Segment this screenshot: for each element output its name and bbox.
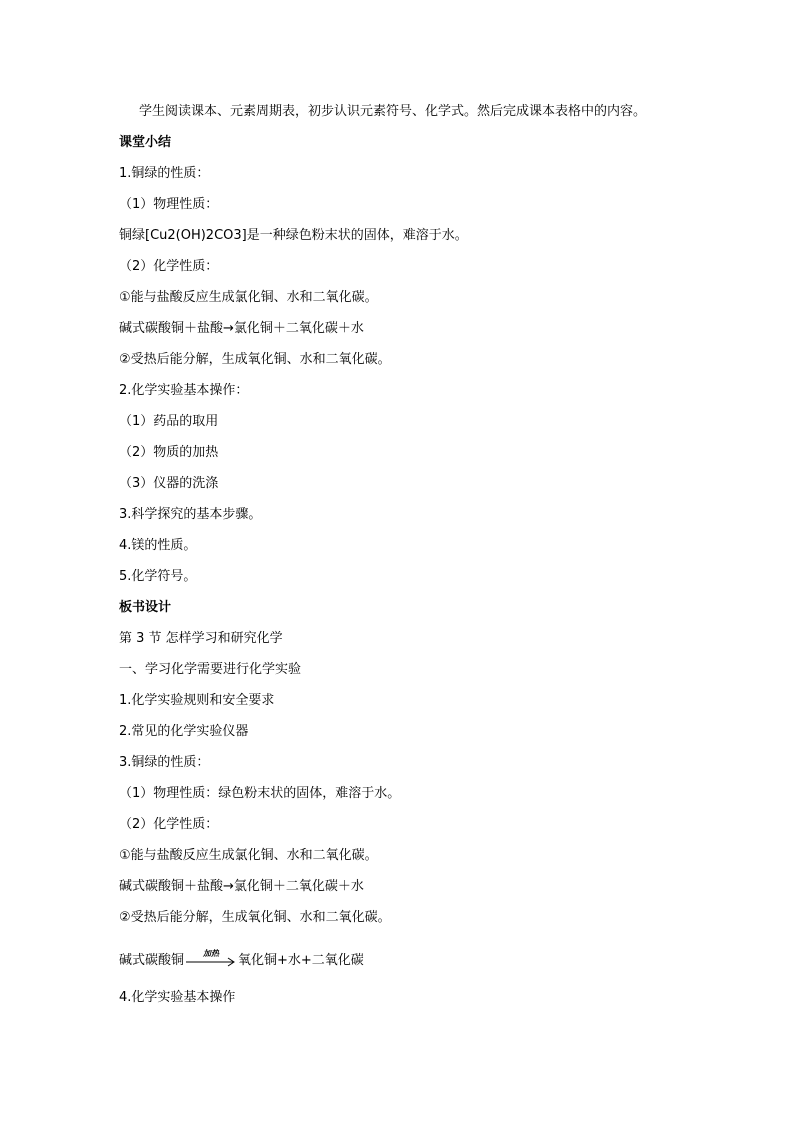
board-item-1: 1.化学实验规则和安全要求 <box>119 693 275 708</box>
board-chemical-2: ②受热后能分解，生成氧化铜、水和二氧化碳。 <box>119 910 391 925</box>
physical-property-desc: 铜绿[Cu2(OH)2CO3]是一种绿色粉末状的固体，难溶于水。 <box>119 228 468 243</box>
physical-property-label: （1）物理性质： <box>119 197 219 212</box>
heating-condition: 加热 <box>203 949 220 958</box>
chemical-property-2: ②受热后能分解，生成氧化铜、水和二氧化碳。 <box>119 352 391 367</box>
board-item-2: 2.常见的化学实验仪器 <box>119 724 249 739</box>
chemical-property-label: （2）化学性质： <box>119 259 219 274</box>
board-chemical-1: ①能与盐酸反应生成氯化铜、水和二氧化碳。 <box>119 848 378 863</box>
summary-item-1: 1.铜绿的性质： <box>119 166 210 181</box>
equation-reactant: 碱式碳酸铜 <box>119 953 185 968</box>
summary-item-2: 2.化学实验基本操作： <box>119 383 249 398</box>
board-equation-1: 碱式碳酸铜＋盐酸→氯化铜＋二氧化碳＋水 <box>119 879 364 894</box>
board-item-3: 3.铜绿的性质： <box>119 755 210 770</box>
summary-item-5: 5.化学符号。 <box>119 569 197 584</box>
chemical-property-1: ①能与盐酸反应生成氯化铜、水和二氧化碳。 <box>119 290 378 305</box>
board-section-title: 第 3 节 怎样学习和研究化学 <box>119 631 283 646</box>
summary-item-4: 4.镁的性质。 <box>119 538 197 553</box>
intro-paragraph: 学生阅读课本、元素周期表，初步认识元素符号、化学式。然后完成课本表格中的内容。 <box>139 104 647 119</box>
reaction-equation-1: 碱式碳酸铜＋盐酸→氯化铜＋二氧化碳＋水 <box>119 321 364 336</box>
board-chemical-label: （2）化学性质： <box>119 817 219 832</box>
heating-arrow <box>185 951 237 971</box>
board-design-heading: 板书设计 <box>119 600 172 615</box>
board-item-4: 4.化学实验基本操作 <box>119 990 236 1005</box>
summary-heading: 课堂小结 <box>119 135 172 150</box>
summary-item-3: 3.科学探究的基本步骤。 <box>119 507 262 522</box>
operation-1: （1）药品的取用 <box>119 414 219 429</box>
operation-3: （3）仪器的洗涤 <box>119 476 219 491</box>
operation-2: （2）物质的加热 <box>119 445 219 460</box>
equation-products: 氧化铜+水+二氧化碳 <box>238 953 364 968</box>
board-physical-property: （1）物理性质：绿色粉末状的固体，难溶于水。 <box>119 786 401 801</box>
board-equation-2 <box>119 951 364 971</box>
arrow-icon <box>185 951 237 971</box>
board-part-1: 一、学习化学需要进行化学实验 <box>119 662 302 677</box>
